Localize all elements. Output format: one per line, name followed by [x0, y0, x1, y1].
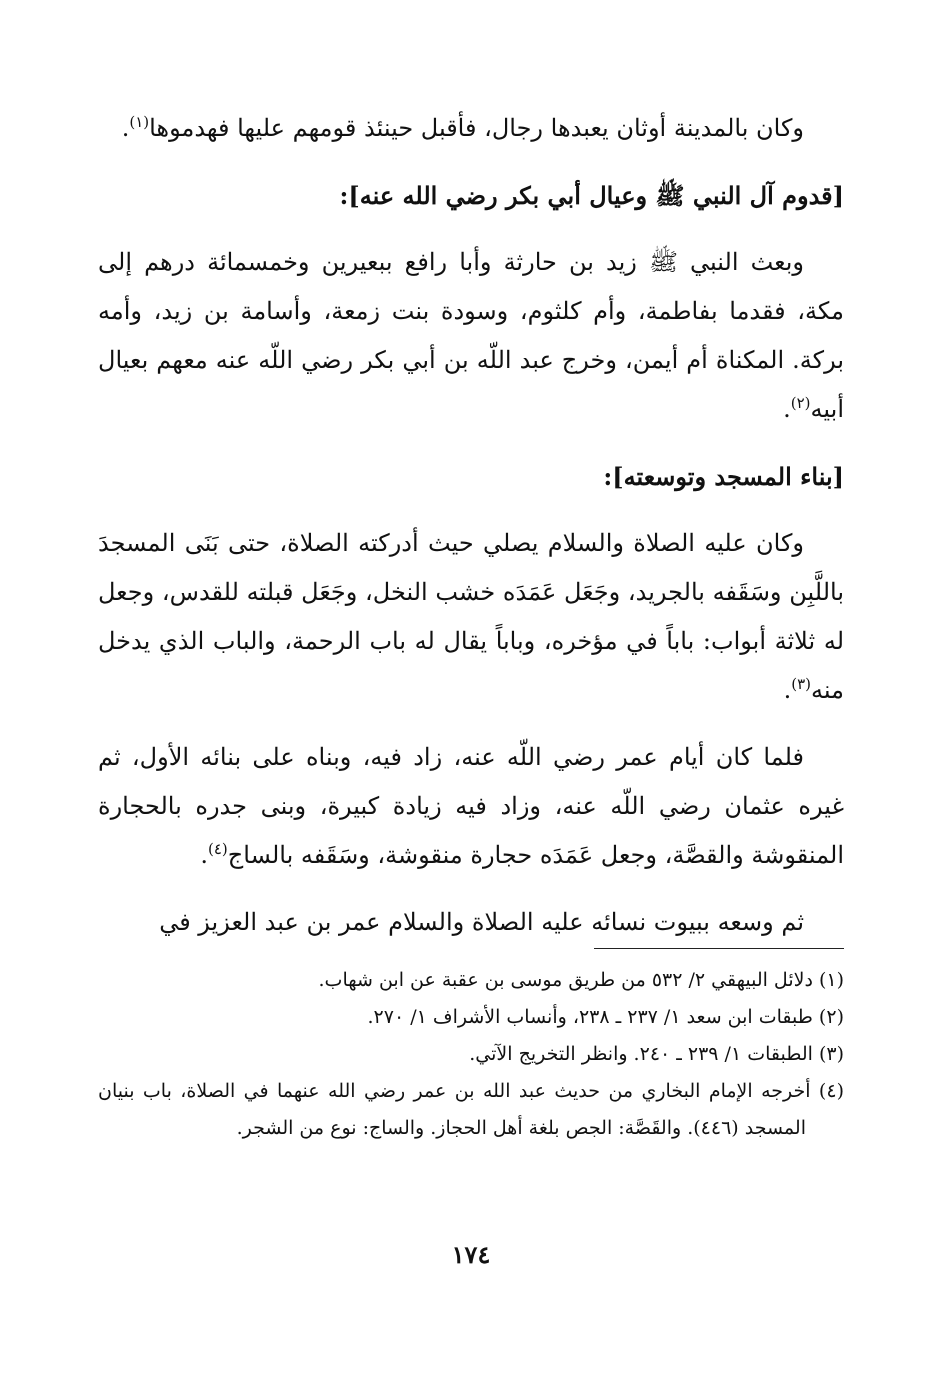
main-text	[98, 104, 844, 965]
paragraph-3	[98, 519, 844, 715]
footnote-2: (٢) طبقات ابن سعد ١/ ٢٣٧ ـ ٢٣٨، وأنساب الأشراف ١/ ٢٧٠.	[367, 1006, 844, 1028]
footnote-4: (٤) أخرجه الإمام البخاري من حديث عبد الله بن عمر رضي الله عنهما في الصلاة، باب بنيان المسجد (٤٤٦). والقَصَّة: الجص بلغة أهل الحجاز. والساج: نوع من الشجر.	[98, 1080, 844, 1139]
paragraph-4	[98, 733, 844, 880]
paragraph-1-text: وكان بالمدينة أوثان يعبدها رجال، فأقبل حينئذ قومهم عليها فهدموها	[149, 114, 804, 142]
paragraph-2-text: وبعث النبي ﷺ زيد بن حارثة وأبا رافع ببعيرين وخمسمائة درهم إلى مكة، فقدما بفاطمة، وأم كلثوم، وسودة بنت زمعة، وأسامة بن زيد، وأمه بركة. المكناة أم أيمن، وخرج عبد اللّه بن أبي بكر رضي اللّه عنه معهم بعيال أبيه	[98, 248, 845, 423]
footnote-ref-1: (١)	[129, 113, 150, 131]
paragraph-3-text: وكان عليه الصلاة والسلام يصلي حيث أدركته الصلاة، حتى بَنَى المسجدَ باللَّبِن وسَقَفه بالجريد، وجَعَل عَمَدَه خشب النخل، وجَعَل قبلته للقدس، وجعل له ثلاثة أبواب: باباً في مؤخره، وباباً يقال له باب الرحمة، والباب الذي يدخل منه	[98, 529, 845, 704]
footnote-ref-3: (٣)	[791, 675, 812, 693]
paragraph-4-text: فلما كان أيام عمر رضي اللّه عنه، زاد فيه، وبناه على بنائه الأول، ثم غيره عثمان رضي اللّه عنه، وزاد فيه زيادة كبيرة، وبنى جدره بالحجارة المنقوشة والقصَّة، وجعل عَمَدَه حجارة منقوشة، وسَقَفه بالساج	[98, 743, 844, 869]
footnote-ref-2: (٢)	[790, 394, 811, 412]
footnote-ref-4: (٤)	[207, 840, 228, 858]
paragraph-2-end: .	[783, 395, 791, 423]
section-heading-arrival: [قدوم آل النبي ﷺ وعيال أبي بكر رضي الله عنه]:	[339, 181, 844, 210]
footnote-1: (١) دلائل البيهقي ٢/ ٥٣٢ من طريق موسى بن عقبة عن ابن شهاب.	[318, 969, 844, 991]
footnote-divider	[594, 948, 844, 949]
section-heading-mosque: [بناء المسجد وتوسعته]:	[603, 462, 844, 491]
paragraph-4-end: .	[200, 841, 208, 869]
paragraph-2	[98, 238, 844, 434]
footnote-3: (٣) الطبقات ١/ ٢٣٩ ـ ٢٤٠. وانظر التخريج الآتي.	[469, 1043, 844, 1065]
paragraph-3-end: .	[783, 676, 792, 704]
paragraph-5: ثم وسعه ببيوت نسائه عليه الصلاة والسلام عمر بن عبد العزيز في	[159, 908, 804, 936]
footnotes	[98, 962, 844, 1147]
page-number: ١٧٤	[451, 1240, 491, 1269]
paragraph-1	[98, 104, 844, 153]
paragraph-1-end: .	[121, 114, 130, 142]
